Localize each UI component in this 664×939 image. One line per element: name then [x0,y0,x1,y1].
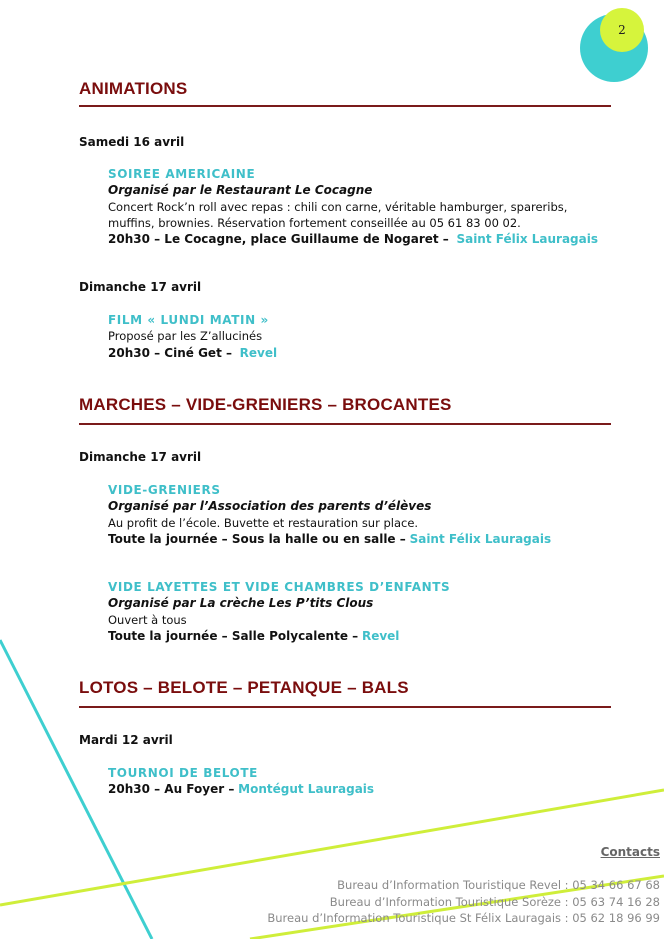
event-title: TOURNOI DE BELOTE [108,766,258,780]
event-organizer: Organisé par le Restaurant Le Cocagne [108,183,373,198]
event-vide-layettes [108,579,628,644]
event-time-place: 20h30 – Le Cocagne, place Guillaume de Nogaret – [108,232,449,247]
event-soiree-americaine [108,166,628,247]
event-town: Saint Félix Lauragais [409,531,552,546]
page-number: 2 [618,23,626,37]
event-town: Montégut Lauragais [238,782,375,797]
section-divider [79,706,611,708]
event-title: VIDE LAYETTES ET VIDE CHAMBRES D’ENFANTS [108,580,451,594]
event-title: SOIREE AMERICAINE [108,167,256,181]
event-date: Dimanche 17 avril [79,280,202,294]
event-town: Revel [361,628,400,643]
event-date: Dimanche 17 avril [79,450,202,464]
event-tournoi-belote [108,765,628,798]
event-time-place: Toute la journée – Sous la halle ou en salle – [108,531,406,546]
section-title-lotos: LOTOS – BELOTE – PETANQUE – BALS [79,678,409,697]
event-description-line: muffins, brownies. Réservation fortement conseillée au 05 61 83 00 02. [108,215,521,230]
event-description-line: Au profit de l’école. Buvette et restauration sur place. [108,515,419,530]
event-title: VIDE-GRENIERS [108,483,221,497]
event-description-line: Ouvert à tous [108,612,187,627]
event-vide-greniers [108,482,628,547]
section-divider [79,105,611,107]
event-title: FILM « LUNDI MATIN » [108,313,269,327]
contact-line-soreze: Bureau d’Information Touristique Sorèze : 05 63 74 16 28 [329,895,660,909]
event-organizer: Organisé par La crèche Les P’tits Clous [108,596,374,611]
contact-line-st-felix: Bureau d’Information Touristique St Félix Lauragais : 05 62 18 96 99 [267,911,660,925]
event-date: Samedi 16 avril [79,135,185,149]
event-film-lundi-matin [108,312,628,361]
event-time-place: 20h30 – Ciné Get – [108,345,232,360]
contact-line-revel: Bureau d’Information Touristique Revel : 05 34 66 67 68 [337,878,660,892]
event-description-line: Concert Rock’n roll avec repas : chili con carne, véritable hamburger, spareribs, [108,199,568,214]
event-time-place: 20h30 – Au Foyer – [108,782,235,797]
section-divider [79,423,611,425]
event-time-place: Toute la journée – Salle Polycalente – [108,628,359,643]
event-town: Revel [239,345,278,360]
event-town: Saint Félix Lauragais [456,232,599,247]
contacts-link[interactable]: Contacts [600,845,660,859]
event-organizer: Organisé par l’Association des parents d’élèves [108,499,432,514]
event-description-line: Proposé par les Z’allucinés [108,329,263,344]
section-title-animations: ANIMATIONS [79,79,188,98]
event-date: Mardi 12 avril [79,733,173,747]
section-title-marches: MARCHES – VIDE-GRENIERS – BROCANTES [79,395,452,414]
